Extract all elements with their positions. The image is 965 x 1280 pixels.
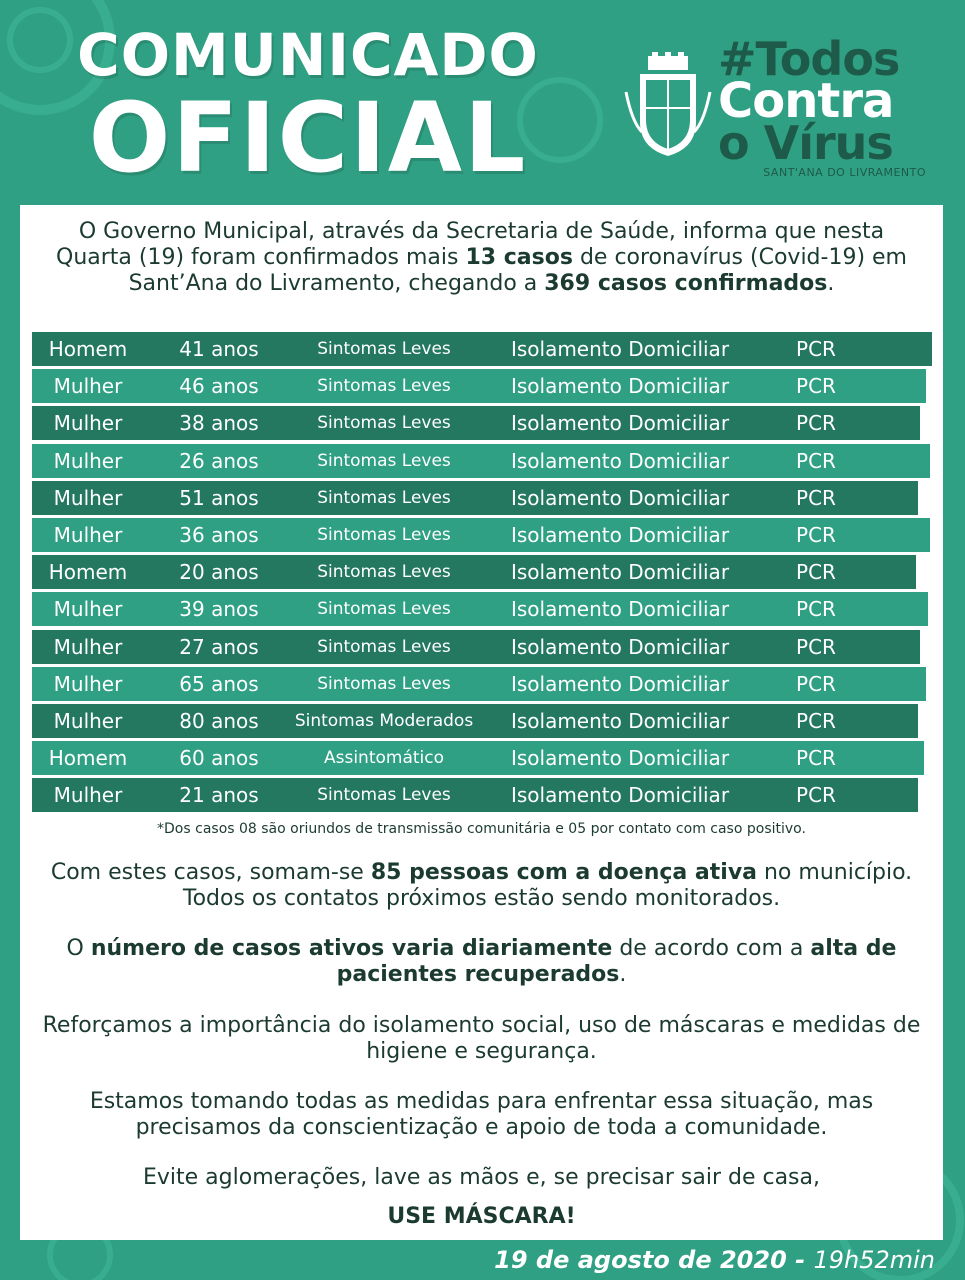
case-test: PCR [796, 783, 836, 808]
case-status: Isolamento Domiciliar [510, 448, 730, 473]
case-symptoms: Sintomas Leves [317, 524, 451, 545]
table-row [32, 406, 920, 440]
table-row [32, 592, 928, 626]
p2-text-1: O [66, 936, 91, 961]
table-row [32, 778, 918, 812]
case-age: 27 anos [179, 634, 259, 659]
case-test: PCR [796, 746, 836, 771]
case-symptoms: Sintomas Leves [317, 785, 451, 806]
case-age: 20 anos [179, 560, 259, 585]
campaign-line-2: Contra [718, 73, 894, 129]
city-crest-icon [622, 52, 714, 160]
case-symptoms: Sintomas Leves [317, 636, 451, 657]
active-cases-paragraph [40, 860, 923, 912]
case-status: Isolamento Domiciliar [510, 374, 730, 399]
case-symptoms: Sintomas Leves [317, 339, 451, 359]
case-test: PCR [796, 374, 836, 399]
case-test: PCR [796, 708, 836, 733]
case-age: 46 anos [179, 374, 259, 399]
table-row [32, 667, 926, 701]
title-line-1: COMUNICADO [77, 21, 539, 89]
case-sex: Mulher [53, 634, 123, 659]
case-test: PCR [796, 522, 836, 547]
case-test: PCR [796, 337, 836, 361]
case-age: 51 anos [179, 485, 259, 510]
date-time: 19h52min [813, 1246, 935, 1274]
table-row [32, 481, 918, 515]
case-status: Isolamento Domiciliar [510, 634, 730, 659]
case-age: 80 anos [179, 708, 259, 733]
campaign-line-1: #Todos [718, 32, 900, 86]
case-test: PCR [796, 597, 836, 622]
case-sex: Homem [48, 746, 128, 771]
p1-text-2: no município. Todos os contatos próximos estão sendo monitorados. [182, 860, 913, 911]
measures-paragraph: Estamos tomando todas as medidas para enfrentar essa situação, mas precisamos da conscientização e apoio de toda a comunidade. [89, 1089, 874, 1140]
case-symptoms: Sintomas Leves [317, 376, 451, 397]
variation-paragraph [40, 936, 923, 988]
case-test: PCR [796, 485, 836, 510]
case-sex: Mulher [53, 448, 123, 473]
p2-text-2: de acordo com a [612, 936, 811, 961]
case-age: 36 anos [179, 522, 259, 547]
case-sex: Mulher [53, 374, 123, 399]
use-mask-callout: USE MÁSCARA! [387, 1204, 576, 1229]
announcement-title [58, 21, 558, 194]
p1-active-count: 85 pessoas com a doença ativa [370, 860, 757, 885]
intro-total-cases: 369 casos confirmados [544, 271, 828, 296]
case-sex: Mulher [53, 671, 123, 696]
intro-text-3: . [827, 271, 835, 296]
case-symptoms: Sintomas Leves [317, 413, 451, 434]
case-status: Isolamento Domiciliar [510, 746, 730, 771]
table-row [32, 704, 918, 738]
case-age: 26 anos [179, 448, 259, 473]
date-day: 19 de agosto de 2020 - [494, 1246, 814, 1274]
case-status: Isolamento Domiciliar [510, 411, 730, 436]
case-status: Isolamento Domiciliar [510, 708, 730, 733]
reinforcement-paragraph: Reforçamos a importância do isolamento social, uso de máscaras e medidas de higiene e segurança. [42, 1013, 921, 1064]
case-sex: Mulher [53, 597, 123, 622]
content-panel [20, 205, 943, 1240]
title-line-2: OFICIAL [88, 82, 528, 194]
case-sex: Mulher [53, 411, 123, 436]
case-symptoms: Sintomas Leves [317, 487, 451, 508]
campaign-tag [718, 32, 950, 180]
case-test: PCR [796, 448, 836, 473]
case-status: Isolamento Domiciliar [510, 597, 730, 622]
case-age: 21 anos [179, 783, 259, 808]
case-status: Isolamento Domiciliar [510, 485, 730, 510]
case-symptoms: Sintomas Leves [317, 450, 451, 471]
case-age: 39 anos [179, 597, 259, 622]
case-status: Isolamento Domiciliar [510, 522, 730, 547]
case-symptoms: Sintomas Leves [317, 599, 451, 620]
case-sex: Homem [48, 337, 128, 361]
case-test: PCR [796, 560, 836, 585]
p2-text-3: . [619, 962, 627, 987]
campaign-city: SANT'ANA DO LIVRAMENTO [763, 166, 926, 179]
campaign-line-3: o Vírus [718, 116, 893, 170]
table-row [32, 369, 926, 403]
case-symptoms: Sintomas Leves [317, 673, 451, 694]
table-row [32, 332, 932, 366]
intro-new-cases: 13 casos [465, 245, 573, 270]
case-sex: Mulher [53, 783, 123, 808]
intro-text-2: de coronavírus (Covid-19) em Sant’Ana do Livramento, chegando a [128, 245, 907, 296]
p2-bold-2: alta de pacientes recuperados [336, 936, 897, 987]
table-row [32, 630, 920, 664]
case-age: 38 anos [179, 411, 259, 436]
case-sex: Mulher [53, 708, 123, 733]
case-status: Isolamento Domiciliar [510, 783, 730, 808]
case-status: Isolamento Domiciliar [510, 671, 730, 696]
case-age: 60 anos [179, 746, 259, 771]
case-age: 41 anos [179, 337, 259, 361]
table-row [32, 555, 916, 589]
p2-bold-1: número de casos ativos varia diariamente [90, 936, 613, 961]
footnote: *Dos casos 08 são oriundos de transmissão comunitária e 05 por contato com caso positivo. [157, 821, 806, 837]
case-age: 65 anos [179, 671, 259, 696]
table-row [32, 518, 930, 552]
intro-paragraph [48, 219, 915, 297]
p1-text-1: Com estes casos, somam-se [50, 860, 371, 885]
table-row [32, 741, 924, 775]
publication-date [494, 1246, 935, 1274]
case-test: PCR [796, 411, 836, 436]
advice-paragraph: Evite aglomerações, lave as mãos e, se precisar sair de casa, [142, 1165, 820, 1190]
case-sex: Mulher [53, 522, 123, 547]
table-row [32, 444, 930, 478]
case-symptoms: Assintomático [323, 748, 445, 769]
case-symptoms: Sintomas Leves [317, 562, 451, 583]
case-status: Isolamento Domiciliar [510, 337, 730, 361]
case-symptoms: Sintomas Moderados [294, 710, 474, 731]
case-test: PCR [796, 671, 836, 696]
intro-text-1: O Governo Municipal, através da Secretaria de Saúde, informa que nesta Quarta (19) foram confirmados mais [56, 219, 885, 270]
case-sex: Homem [48, 560, 128, 585]
case-test: PCR [796, 634, 836, 659]
case-status: Isolamento Domiciliar [510, 560, 730, 585]
case-sex: Mulher [53, 485, 123, 510]
cases-table [32, 332, 932, 815]
